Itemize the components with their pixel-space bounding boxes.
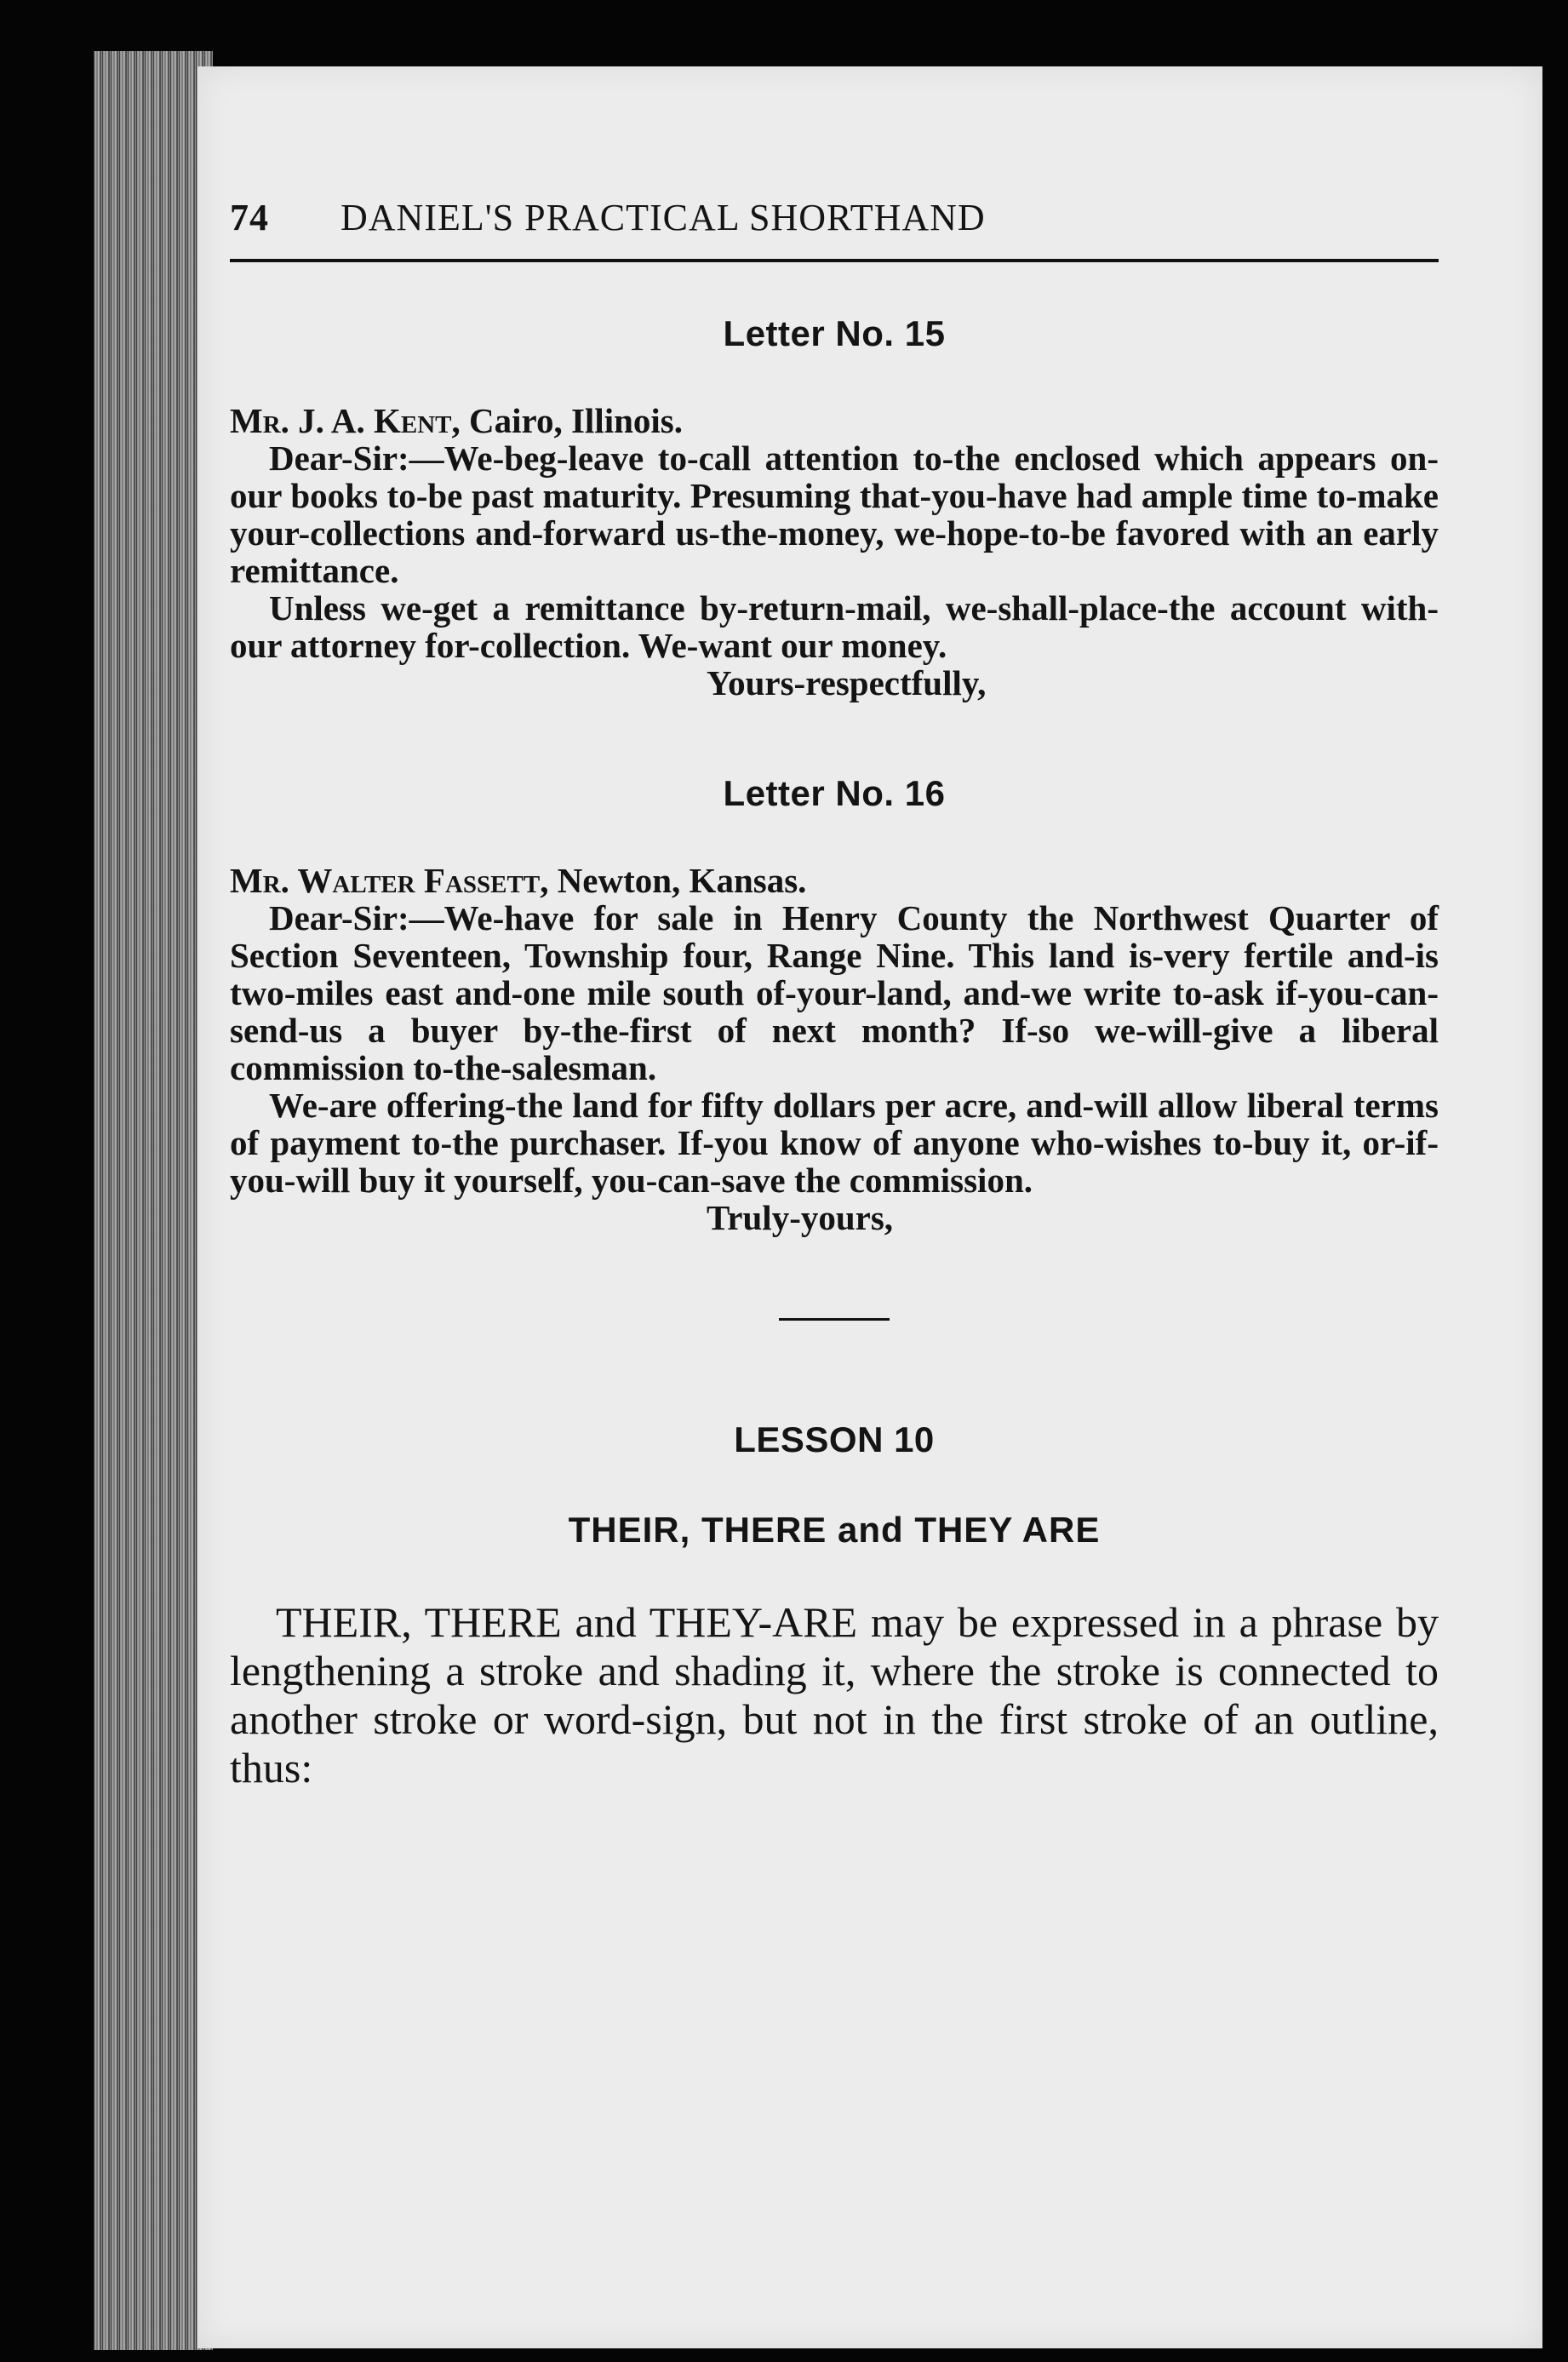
letter-16-heading: Letter No. 16 bbox=[723, 773, 946, 813]
letter-16-address bbox=[230, 862, 1439, 899]
letter-15-heading: Letter No. 15 bbox=[723, 313, 946, 353]
letter-15-paragraph-2: Unless we-get a remittance by-return-mail, we-shall-place-the account with-our attorney for-collection. We-want our money. bbox=[230, 588, 1439, 665]
letter-16-addressee: Mr. Walter Fassett bbox=[230, 861, 541, 900]
section-divider bbox=[779, 1318, 890, 1321]
letter-16-body bbox=[230, 862, 1439, 1199]
letter-15-paragraph-1: Dear-Sir:—We-beg-leave to-call attention to-the enclosed which appears on-our books to-be past maturity. Presuming that-you-have had ample time to-make your-collections and-forward us-the-money, we-hope-to-be favored with an early remittance. bbox=[230, 439, 1439, 590]
book-title: DANIEL'S PRACTICAL SHORTHAND bbox=[340, 197, 986, 238]
running-head bbox=[230, 196, 1439, 262]
page-number: 74 bbox=[230, 197, 269, 238]
lesson-body bbox=[230, 1598, 1439, 1792]
lesson-subheading: THEIR, THERE and THEY ARE bbox=[568, 1510, 1101, 1550]
letter-15-closing: Yours-respectfully, bbox=[707, 663, 987, 702]
letter-16-paragraph-2: We-are offering-the land for fifty dollars per acre, and-will allow liberal terms of payment to-the purchaser. If-you know of anyone who-wishes to-buy it, or-if-you-will buy it yourself, you-can-save the commission. bbox=[230, 1086, 1439, 1200]
letter-15-place: , Cairo, Illinois. bbox=[451, 401, 684, 440]
lesson-heading: LESSON 10 bbox=[734, 1419, 935, 1459]
letter-15-address bbox=[230, 402, 1439, 439]
page-edges bbox=[94, 51, 213, 2350]
page-content bbox=[230, 196, 1439, 1792]
lesson-paragraph: THEIR, THERE and THEY-ARE may be expressed in a phrase by lengthening a stroke and shading it, where the stroke is connected to another stroke or word-sign, but not in the first stroke of an outline, thus: bbox=[230, 1598, 1439, 1792]
letter-16-closing: Truly-yours, bbox=[707, 1198, 894, 1237]
letter-16-place: , Newton, Kansas. bbox=[540, 861, 807, 900]
letter-15-addressee: Mr. J. A. Kent bbox=[230, 401, 452, 440]
letter-15-body bbox=[230, 402, 1439, 664]
letter-16-paragraph-1: Dear-Sir:—We-have for sale in Henry County the Northwest Quarter of Section Seventeen, Township four, Range Nine. This land is-very fertile and-is two-miles east and-one mile south of-your-land, and-we write to-ask if-you-can-send-us a buyer by-the-first of next month? If-so we-will-give a liberal commission to-the-salesman. bbox=[230, 898, 1439, 1087]
